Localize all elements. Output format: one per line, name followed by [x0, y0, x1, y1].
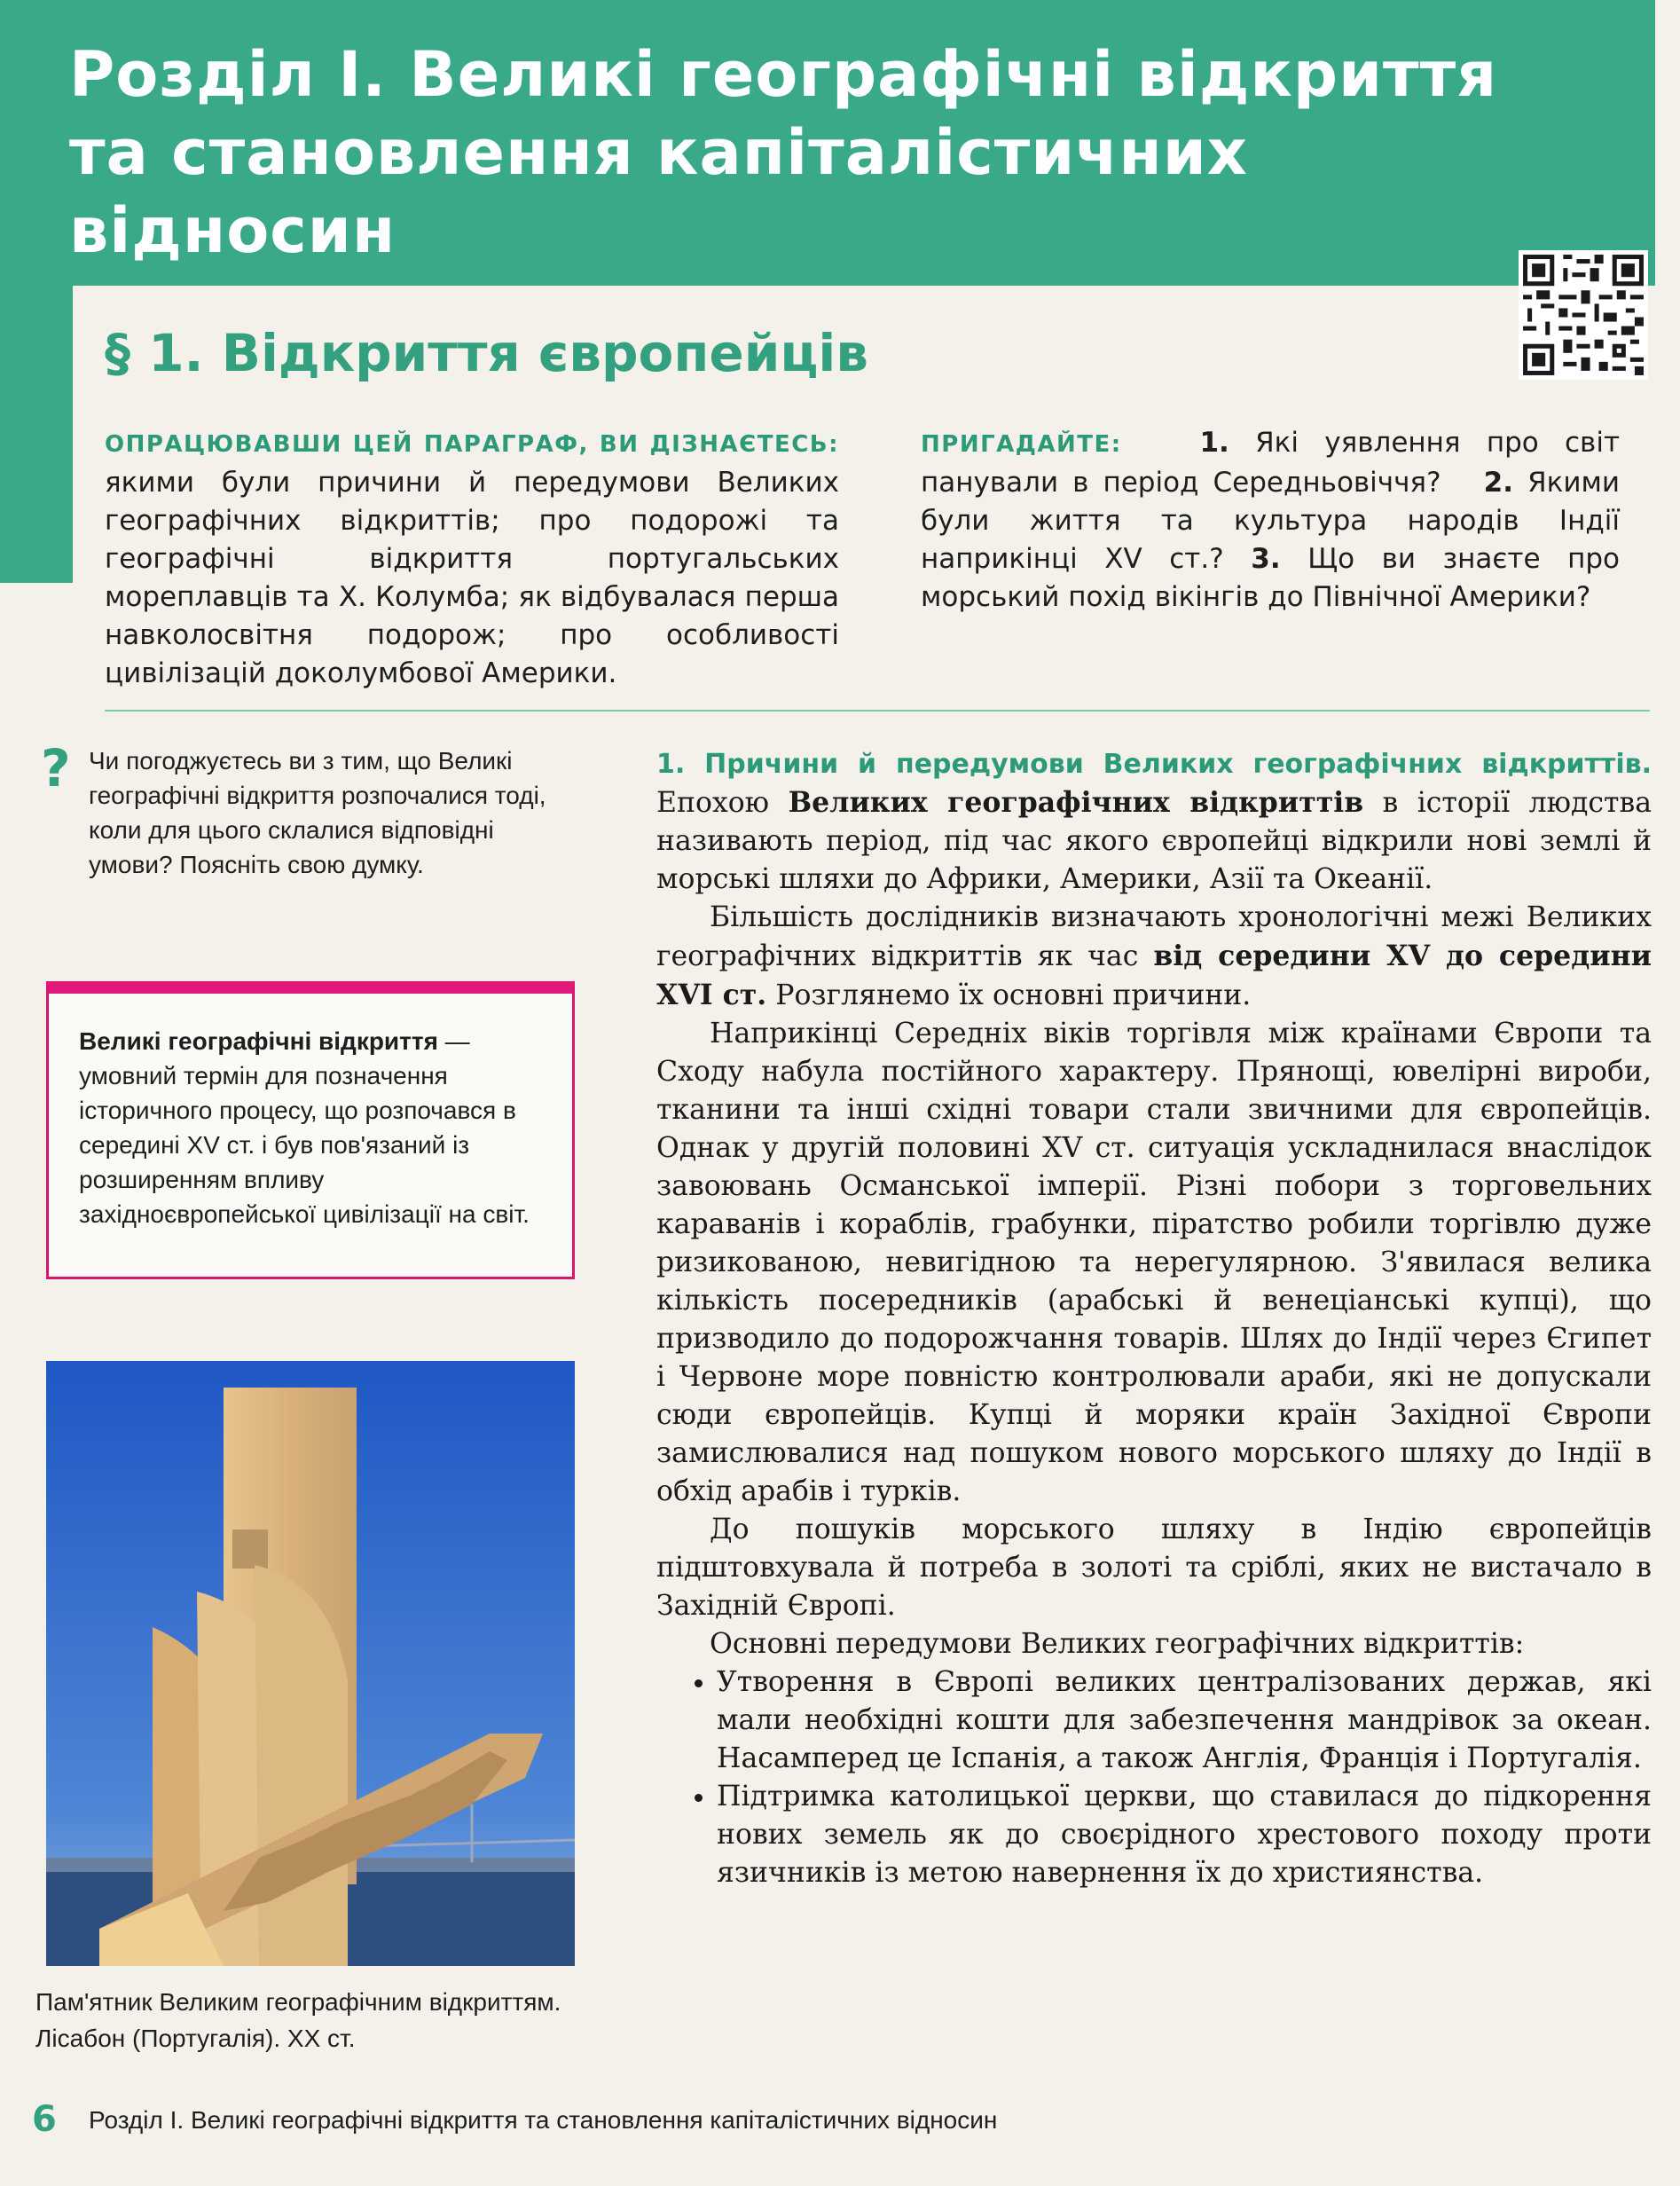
list-item: • Підтримка католицької церкви, що ставилася до підкорення нових земель як до своєрідного хрестового походу проти язичників із метою навернення їх до християнства. — [717, 1778, 1652, 1892]
recall-item-1: Які уявлення про світ панували в період Середньовіччя? — [921, 427, 1620, 499]
qr-code-graphic — [1519, 250, 1648, 380]
section-divider — [105, 710, 1650, 712]
learning-goals-text: якими були причини й передумови Великих географічних відкриттів; про подорожі та географічні відкриття португальських мореплавців та Х. Колумба; як відбувалася перша навколосвітня подорож; про особливості цивілізацій доколумбової Америки. — [105, 467, 839, 689]
learning-goals — [105, 424, 839, 693]
definition-term: Великі географічні відкриття — [79, 1027, 438, 1055]
page-number: 6 — [32, 2099, 57, 2140]
definition-text — [79, 1024, 558, 1231]
main-paragraph-4: До пошуків морського шляху в Індію європейців підштовхувала й потреба в золоті та сріблі, яких не вистачало в Західній Європі. — [656, 1514, 1652, 1622]
main-paragraph-3: Наприкінці Середніх віків торгівля між країнами Європи та Сходу набула постійного характеру. Прянощі, ювелірні вироби, тканини та інші східні товари стали звичними для європейців. Однак у другій половині XV ст. ситуація ускладнилася внаслідок завоювань Османської імперії. Різні побори з торговельних караванів і кораблів, грабунки, піратство робили торгівлю дуже ризикованою, невигідною та нерегулярною. З'явилася велика кількість посередників (арабські й венеціанські купці), що призводило до подорожчання товарів. Шлях до Індії через Єгипет і Червоне море повністю контролювали араби, які не допускали сюди європейців. Купці й моряки країн Західної Європи замислювалися над пошуком нового морського шляху до Індії в обхід арабів і турків. — [656, 1018, 1652, 1507]
main-paragraph-1 — [656, 745, 1652, 899]
recall-num-3: 3. — [1251, 543, 1281, 575]
header-side-strip — [0, 286, 73, 583]
discussion-question: Чи погоджуєтесь ви з тим, що Великі географічні відкриття розпочалися тоді, коли для цього склалися відповідні умови? Поясніть свою думку. — [89, 747, 546, 878]
paragraph-title: § 1. Відкриття європейців — [105, 323, 868, 383]
p1-end: в історії людства називають період, під час якого європейці відкрили нові землі й морські шляхи до Африки, Америки, Азії та Океанії. — [656, 787, 1652, 895]
recall-num-1: 1. — [1199, 427, 1229, 459]
running-title: Розділ І. Великі географічні відкриття та становлення капіталістичних відносин — [89, 2106, 998, 2134]
qr-code-icon[interactable] — [1519, 250, 1648, 380]
p1-bold: Великих географічних відкриттів — [788, 786, 1364, 819]
recall-label: ПРИГАДАЙТЕ: — [921, 431, 1122, 458]
monument-photo — [46, 1361, 575, 1966]
monument-illustration — [46, 1361, 575, 1966]
definition-body: — умовний термін для позначення історичного процесу, що розпочався в середині XV ст. і був пов'язаний із розширенням впливу західноєвропейської цивілізації на світ. — [79, 1027, 530, 1228]
main-text — [656, 745, 1652, 1892]
chapter-header-band — [0, 0, 1655, 286]
photo-caption: Пам'ятник Великим географічним відкриттям. Лісабон (Португалія). XX ст. — [35, 1988, 561, 2052]
main-paragraph-5: Основні передумови Великих географічних відкриттів: — [710, 1628, 1525, 1660]
recall-item-3: Що ви знаєте про морський похід вікінгів до Північної Америки? — [921, 543, 1620, 613]
learning-goals-label: ОПРАЦЮВАВШИ ЦЕЙ ПАРАГРАФ, ВИ ДІЗНАЄТЕСЬ: — [105, 431, 839, 458]
recall-num-2: 2. — [1483, 467, 1514, 499]
prerequisites-list — [656, 1663, 1652, 1892]
p2-bold: від середини XV до середини XVI ст. — [656, 940, 1652, 1011]
question-mark-icon: ? — [41, 738, 71, 798]
section-heading: 1. Причини й передумови Великих географічних відкриттів. — [656, 749, 1652, 780]
p1-start: Епохою — [656, 787, 789, 819]
recall-questions — [921, 424, 1620, 617]
p2-end: Розглянемо їх основні причини. — [766, 979, 1252, 1011]
list-item: • Утворення в Європі великих централізованих держав, які мали необхідні кошти для забезпечення мандрівок за океан. Насамперед це Іспанія, а також Англія, Франція і Португалія. — [717, 1663, 1652, 1778]
chapter-title: Розділ І. Великі географічні відкриття та становлення капіталістичних відносин — [69, 38, 1498, 267]
recall-item-2: Якими були життя та культура народів Індії наприкінці XV ст.? — [921, 467, 1621, 575]
p2-start: Більшість дослідників визначають хронологічні межі Великих географічних відкриттів як час — [656, 901, 1652, 972]
main-paragraph-2 — [656, 899, 1652, 1015]
definition-box — [46, 981, 575, 1279]
